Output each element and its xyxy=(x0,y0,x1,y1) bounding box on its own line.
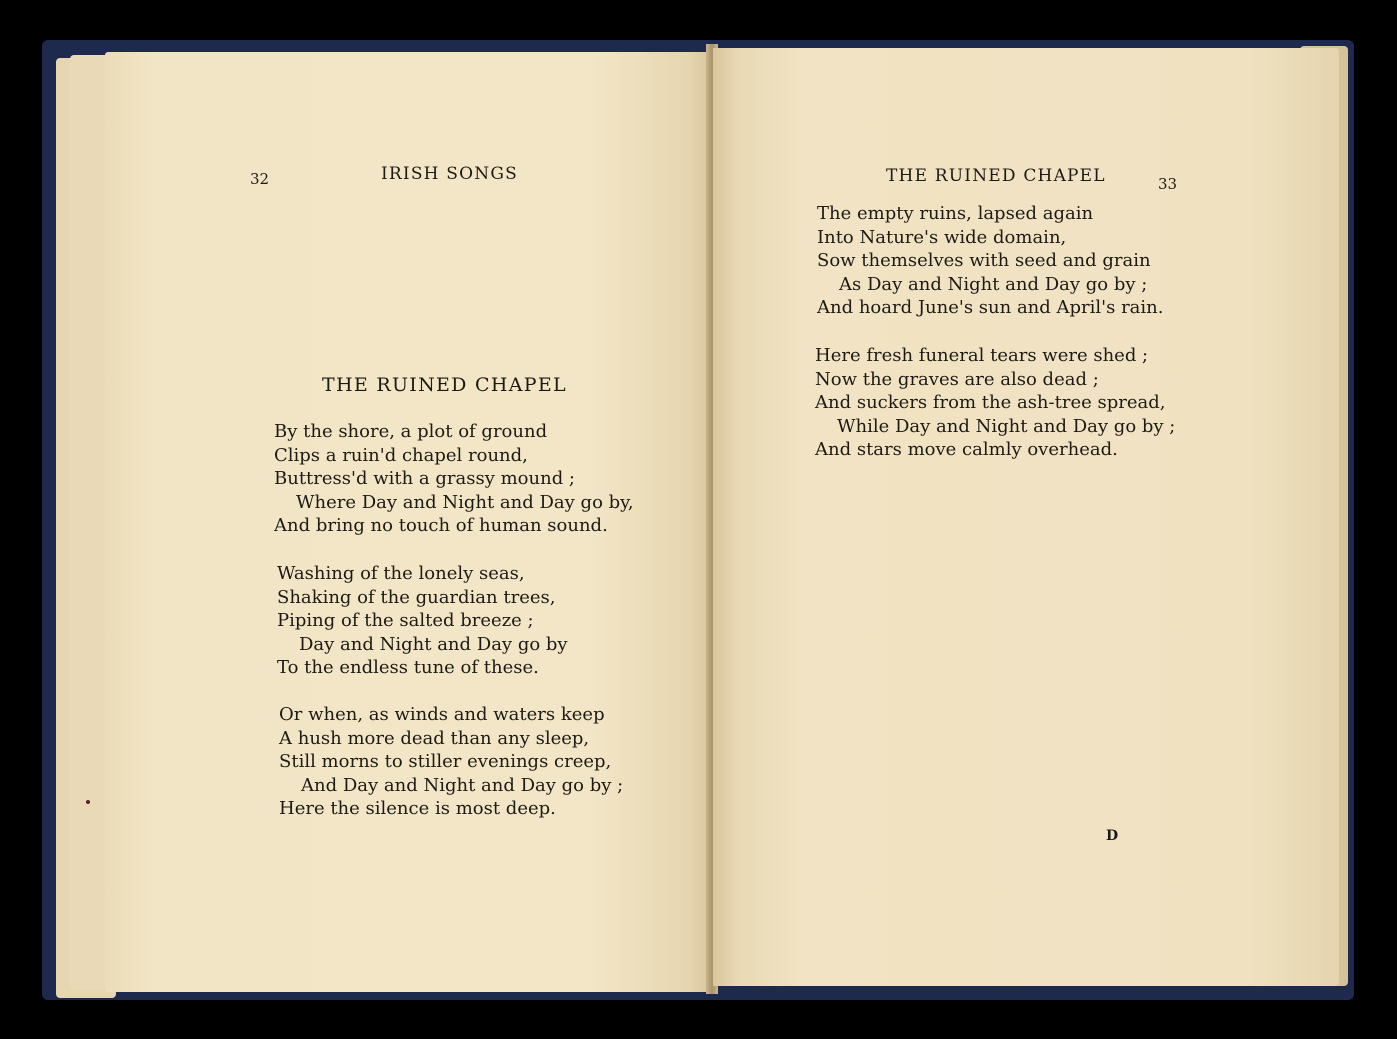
poem-line: Or when, as winds and waters keep xyxy=(279,704,605,725)
poem-line: A hush more dead than any sleep, xyxy=(279,727,590,749)
right-page xyxy=(713,48,1339,986)
poem-line: And suckers from the ash-tree spread, xyxy=(815,392,1166,413)
poem-line: Here the silence is most deep. xyxy=(279,798,556,819)
poem-line: While Day and Night and Day go by ; xyxy=(837,415,1176,437)
left-page xyxy=(105,52,711,992)
signature-mark: D xyxy=(1106,828,1119,844)
page-number: 33 xyxy=(1158,175,1178,193)
poem-line: Where Day and Night and Day go by, xyxy=(296,491,634,513)
poem-line: Still morns to stiller evenings creep, xyxy=(279,751,612,772)
poem-line: Clips a ruin'd chapel round, xyxy=(274,444,528,466)
poem-line: As Day and Night and Day go by ; xyxy=(839,273,1148,295)
stanza-1 xyxy=(817,202,1163,320)
poem-line: Buttress'd with a grassy mound ; xyxy=(274,468,575,489)
poem-title: THE RUINED CHAPEL xyxy=(322,374,567,396)
stanza-3 xyxy=(279,703,623,821)
poem-line: Now the graves are also dead ; xyxy=(815,368,1099,390)
poem-line: The empty ruins, lapsed again xyxy=(817,203,1094,224)
running-head: THE RUINED CHAPEL xyxy=(886,166,1106,186)
stanza-1 xyxy=(274,420,634,538)
ink-spot xyxy=(86,800,90,804)
stanza-2 xyxy=(277,562,568,680)
poem-line: And hoard June's sun and April's rain. xyxy=(817,297,1164,318)
poem-line: Day and Night and Day go by xyxy=(299,633,568,655)
stanza-2 xyxy=(815,344,1175,462)
page-number: 32 xyxy=(250,170,270,188)
poem-line: Washing of the lonely seas, xyxy=(277,563,525,584)
poem-line: And bring no touch of human sound. xyxy=(274,515,608,536)
poem-line: Piping of the salted breeze ; xyxy=(277,610,534,631)
poem-line: Into Nature's wide domain, xyxy=(817,226,1067,248)
poem-line: By the shore, a plot of ground xyxy=(274,421,548,442)
poem-line: And stars move calmly overhead. xyxy=(815,439,1118,460)
poem-line: To the endless tune of these. xyxy=(277,657,539,678)
poem-line: Here fresh funeral tears were shed ; xyxy=(815,345,1149,366)
poem-line: Shaking of the guardian trees, xyxy=(277,586,556,608)
running-head: IRISH SONGS xyxy=(381,164,518,184)
poem-line: Sow themselves with seed and grain xyxy=(817,250,1151,271)
poem-line: And Day and Night and Day go by ; xyxy=(301,774,624,796)
